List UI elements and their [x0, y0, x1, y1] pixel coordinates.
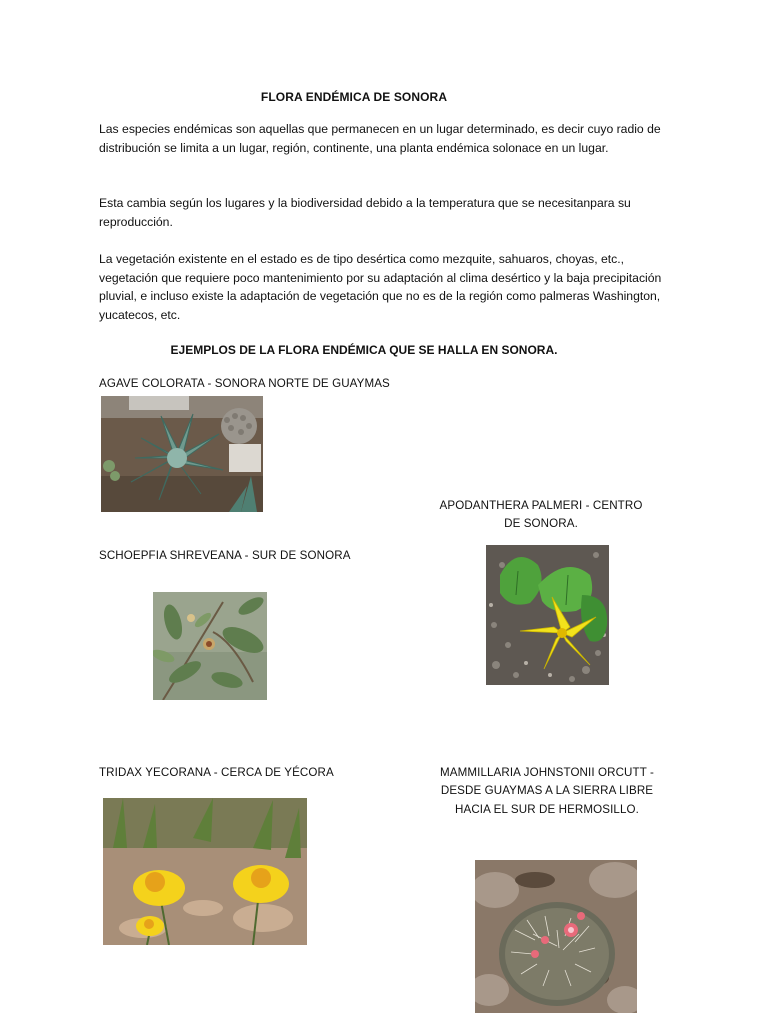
agave-photo — [101, 396, 263, 512]
plant-caption-tridax: TRIDAX YECORANA - CERCA DE YÉCORA — [99, 766, 334, 779]
plant-caption-mammillaria: MAMMILLARIA JOHNSTONII ORCUTT - DESDE GUAYMAS A LA SIERRA LIBRE HACIA EL SUR DE HERMOSILLO. — [440, 766, 654, 816]
plant-caption-agave: AGAVE COLORATA - SONORA NORTE DE GUAYMAS — [99, 377, 390, 390]
examples-heading: EJEMPLOS DE LA FLORA ENDÉMICA QUE SE HALLA EN SONORA. — [170, 343, 558, 357]
vegetation-paragraph: La vegetación existente en el estado es de tipo desértica como mezquite, sahuaros, choyas, etc., vegetación que requiere poco mantenimiento por su adaptación al clima desértico y la baja precipitación pluvial, e incluso existe la adaptación de vegetación que no es de la región como palmeras Washington, yucatecos, etc. — [99, 252, 662, 322]
mammillaria-photo — [475, 860, 637, 1013]
plant-caption-apodanthera: APODANTHERA PALMERI - CENTRO DE SONORA. — [439, 499, 643, 531]
intro-paragraph: Las especies endémicas son aquellas que permanecen en un lugar determinado, es decir cuyo radio de distribución se limita a un lugar, región, continente, una planta endémica solonace en un lugar. — [99, 122, 661, 155]
tridax-photo — [103, 798, 307, 945]
apodanthera-photo — [486, 545, 609, 685]
plant-caption-schoepfia: SCHOEPFIA SHREVEANA - SUR DE SONORA — [99, 549, 351, 562]
schoepfia-photo — [153, 592, 267, 700]
climate-paragraph: Esta cambia según los lugares y la biodiversidad debido a la temperatura que se necesitanpara su reproducción. — [99, 196, 631, 229]
page-title: FLORA ENDÉMICA DE SONORA — [260, 90, 448, 104]
